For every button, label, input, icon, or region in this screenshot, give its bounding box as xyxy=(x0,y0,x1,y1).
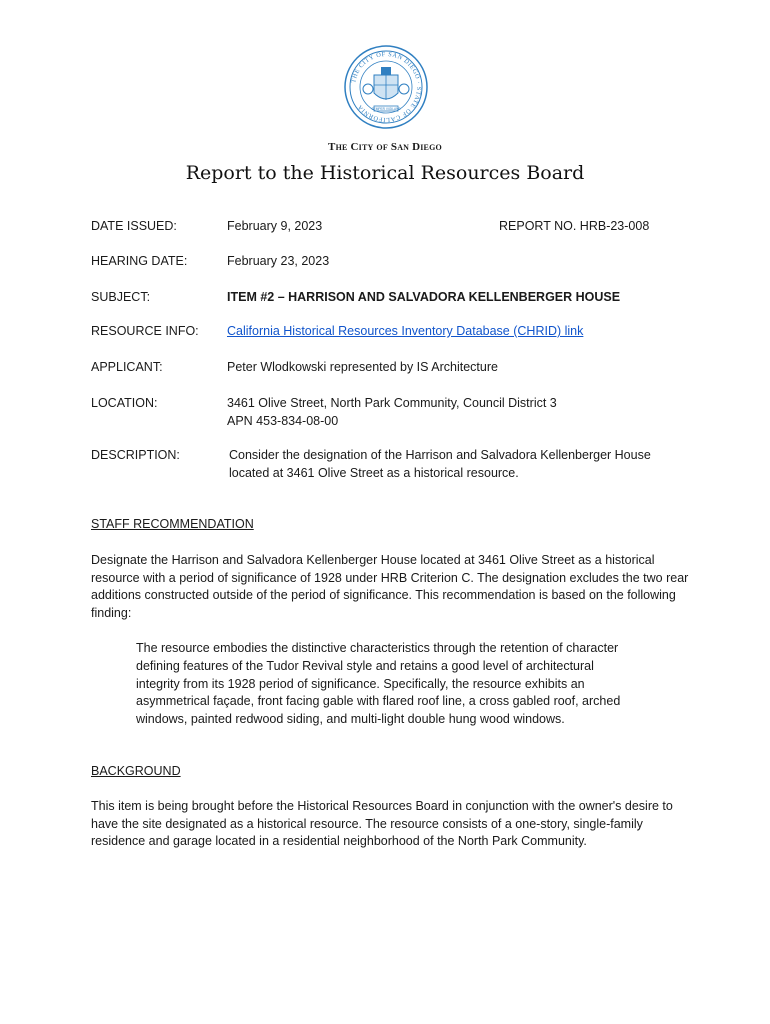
staff-recommendation-heading: STAFF RECOMMENDATION xyxy=(91,517,254,531)
seal-ring-text: THE CITY OF SAN DIEGO · STATE OF CALIFORNIA xyxy=(350,50,423,124)
location-label: LOCATION: xyxy=(91,396,158,410)
report-title: Report to the Historical Resources Board xyxy=(185,162,585,184)
hearing-date-label: HEARING DATE: xyxy=(91,254,188,268)
report-number: REPORT NO. HRB-23-008 xyxy=(499,219,650,233)
background-paragraph: This item is being brought before the Historical Resources Board in conjunction with the owner's desire to have the site designated as a historical resource. The resource consists of a one-story, single-family residence and garage located in a residential neighborhood of the North Park Community. xyxy=(91,799,673,849)
applicant-label: APPLICANT: xyxy=(91,360,163,374)
chrid-link[interactable]: California Historical Resources Inventory Database (CHRID) link xyxy=(227,324,584,338)
staff-recommendation-paragraph: Designate the Harrison and Salvadora Kellenberger House located at 3461 Olive Street as a historical resource with a period of significance of 1928 under HRB Criterion C. The designation excludes the two rear additions constructed outside of the period of significance. This recommendation is based on the following finding: xyxy=(91,553,689,620)
seal-motto: SEMPER VIGILANS xyxy=(371,107,401,111)
hearing-date-value: February 23, 2023 xyxy=(227,254,330,268)
city-name: The City of San Diego xyxy=(328,141,442,153)
description-line-1: Consider the designation of the Harrison and Salvadora Kellenberger House xyxy=(229,448,651,462)
subject-label: SUBJECT: xyxy=(91,290,151,304)
description-label: DESCRIPTION: xyxy=(91,448,180,462)
city-seal-icon xyxy=(344,45,428,129)
background-heading: BACKGROUND xyxy=(91,764,181,778)
description-line-2: located at 3461 Olive Street as a historical resource. xyxy=(229,466,519,480)
applicant-value: Peter Wlodkowski represented by IS Architecture xyxy=(227,360,498,374)
location-line-1: 3461 Olive Street, North Park Community, Council District 3 xyxy=(227,396,557,410)
staff-finding-paragraph: The resource embodies the distinctive characteristics through the retention of character defining features of the Tudor Revival style and retains a good level of architectural integrity from its 1928 period of significance. Specifically, the resource exhibits an asymmetrical façade, front facing gable with flared roof line, a cross gabled roof, arched windows, painted redwood siding, and multi-light double hung wood windows. xyxy=(136,641,621,727)
location-apn: APN 453-834-08-00 xyxy=(227,414,339,428)
date-issued-label: DATE ISSUED: xyxy=(91,219,177,233)
resource-info-label: RESOURCE INFO: xyxy=(91,324,199,338)
subject-value: ITEM #2 – HARRISON AND SALVADORA KELLENBERGER HOUSE xyxy=(227,290,621,304)
date-issued-value: February 9, 2023 xyxy=(227,219,323,233)
